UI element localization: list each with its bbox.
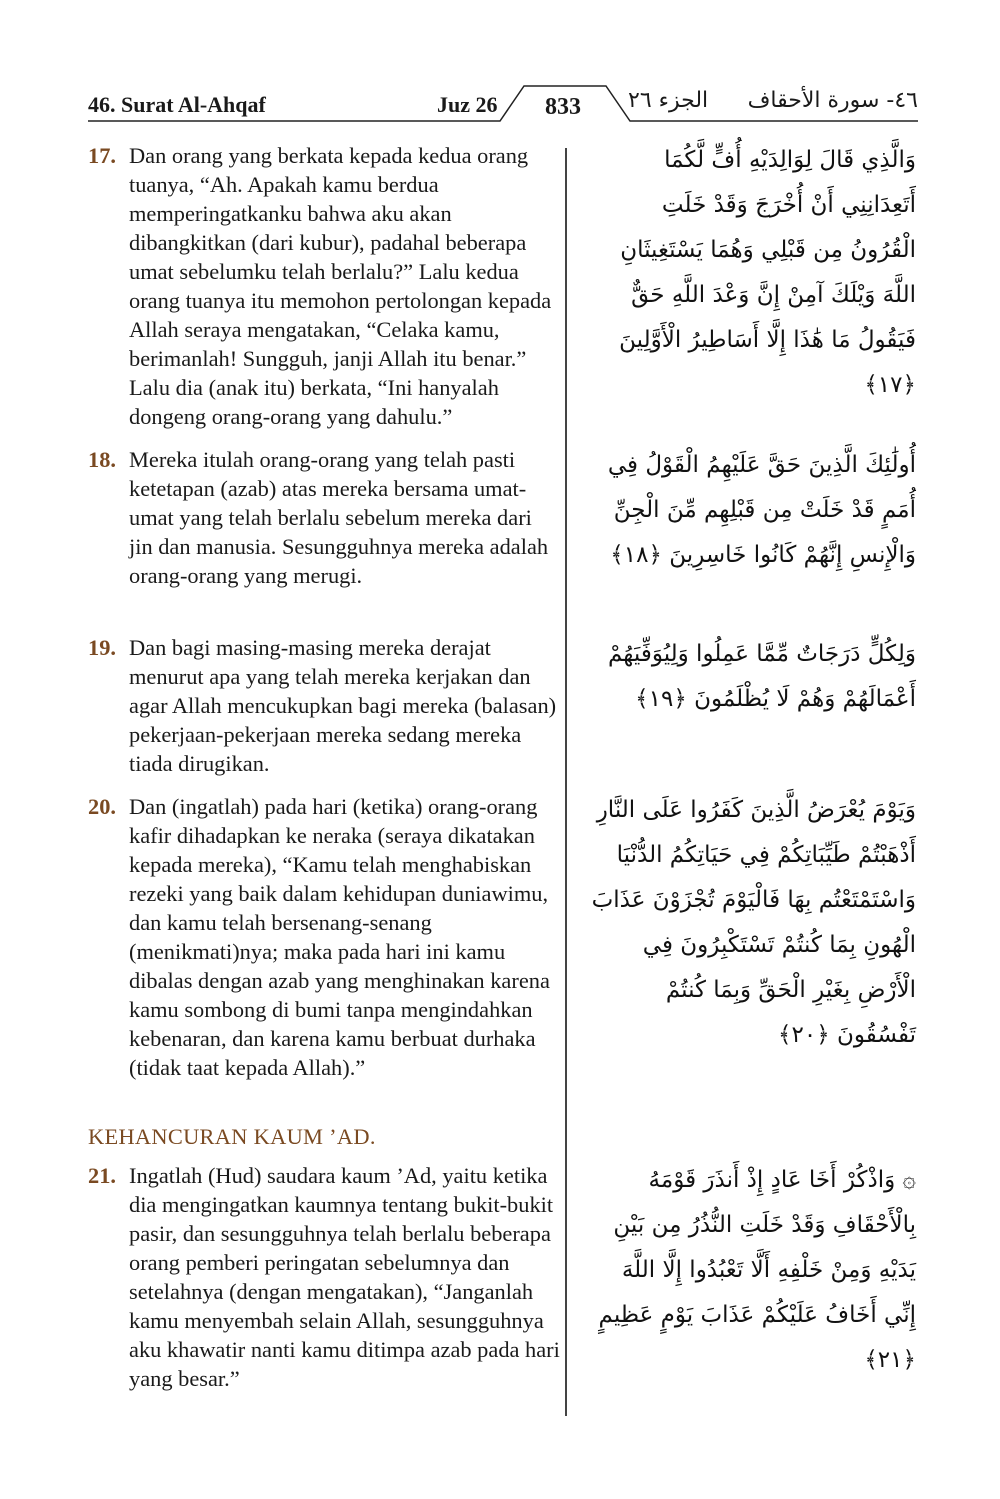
verse-text: Dan orang yang berkata kepada kedua orang tuanya, “Ah. Apakah kamu berdua memperingatkanku bahwa aku akan dibangkitkan (dari kubur), padahal beberapa umat sebelumku telah berlalu?” Lalu kedua orang tuanya itu memohon pertolongan kepada Allah seraya mengatakan, “Celaka kamu, berimanlah! Sungguh, janji Allah itu benar.” Lalu dia (anak itu) berkata, “Ini hanyalah dongeng orang-orang yang dahulu.” [129,143,552,429]
juz-label-arabic: الجزء ٢٦ [628,88,709,113]
page-number: 833 [545,94,581,120]
verse-number: 21. [88,1163,116,1188]
verse-number: 18. [88,447,116,472]
juz-label-latin: Juz 26 [437,92,498,117]
verse-number: 20. [88,794,116,819]
verse-21-arabic: ۞ وَاذْكُرْ أَخَا عَادٍ إِذْ أَنذَرَ قَوْمَهُ بِالْأَحْقَافِ وَقَدْ خَلَتِ النُّذُرُ مِن بَيْنِ يَدَيْهِ وَمِنْ خَلْفِهِ أَلَّا تَعْبُدُوا إِلَّا اللَّهَ إِنِّي أَخَافُ عَلَيْكُمْ عَذَابَ يَوْمٍ عَظِيمٍ ﴿٢١﴾ [598,1167,916,1373]
verse-number: 17. [88,143,116,168]
verse-text: Dan (ingatlah) pada hari (ketika) orang-orang kafir dihadapkan ke neraka (seraya dikatakan kepada mereka), “Kamu telah menghabiskan rezeki yang baik dalam kehidupan duniawimu, dan kamu telah bersenang-senang (menikmati)nya; maka pada hari ini kamu dibalas dengan azab yang menghinakan karena kamu sombong di bumi tanpa mengindahkan kebenaran, dan karena kamu berbuat durhaka (tidak taat kepada Allah).” [129,794,550,1080]
page-header [0,0,1000,130]
verse-18-arabic: أُولَٰئِكَ الَّذِينَ حَقَّ عَلَيْهِمُ الْقَوْلُ فِي أُمَمٍ قَدْ خَلَتْ مِن قَبْلِهِم مِّنَ الْجِنِّ وَالْإِنسِ إِنَّهُمْ كَانُوا خَاسِرِينَ ﴿١٨﴾ [607,452,916,568]
verse-text: Ingatlah (Hud) saudara kaum ’Ad, yaitu ketika dia mengingatkan kaumnya tentang bukit-bukit pasir, dan sesungguhnya telah berlalu beberapa orang pemberi peringatan sebelumnya dan setelahnya (dengan mengatakan), “Janganlah kamu menyembah selain Allah, sesungguhnya aku khawatir nanti kamu ditimpa azab pada hari yang besar.” [129,1163,560,1391]
verse-17-arabic: وَالَّذِي قَالَ لِوَالِدَيْهِ أُفٍّ لَّكُمَا أَتَعِدَانِنِي أَنْ أُخْرَجَ وَقَدْ خَلَتِ الْقُرُونُ مِن قَبْلِي وَهُمَا يَسْتَغِيثَانِ اللَّهَ وَيْلَكَ آمِنْ إِنَّ وَعْدَ اللَّهِ حَقٌّ فَيَقُولُ مَا هَٰذَا إِلَّا أَسَاطِيرُ الْأَوَّلِينَ ﴿١٧﴾ [619,147,916,398]
section-heading: KEHANCURAN KAUM ’AD. [88,1124,376,1149]
column-divider [565,148,567,1416]
surah-title-latin: 46. Surat Al-Ahqaf [88,92,266,117]
verse-text: Dan bagi masing-masing mereka derajat menurut apa yang telah mereka kerjakan dan agar Allah mencukupkan bagi mereka (balasan) pekerjaan-pekerjaan mereka sedang mereka tiada dirugikan. [129,635,557,776]
verse-18-translation [88,445,560,590]
verse-21-translation [88,1161,560,1393]
verse-19-translation [88,633,560,778]
verse-20-arabic: وَيَوْمَ يُعْرَضُ الَّذِينَ كَفَرُوا عَلَى النَّارِ أَذْهَبْتُمْ طَيِّبَاتِكُمْ فِي حَيَاتِكُمُ الدُّنْيَا وَاسْتَمْتَعْتُم بِهَا فَالْيَوْمَ تُجْزَوْنَ عَذَابَ الْهُونِ بِمَا كُنتُمْ تَسْتَكْبِرُونَ فِي الْأَرْضِ بِغَيْرِ الْحَقِّ وَبِمَا كُنتُمْ تَفْسُقُونَ ﴿٢٠﴾ [591,797,916,1048]
verse-17-translation [88,141,560,431]
verse-number: 19. [88,635,116,660]
verse-19-arabic: وَلِكُلٍّ دَرَجَاتٌ مِّمَّا عَمِلُوا وَلِيُوَفِّيَهُمْ أَعْمَالَهُمْ وَهُمْ لَا يُظْلَمُونَ ﴿١٩﴾ [607,641,916,712]
surah-title-arabic: ٤٦- سورة الأحقاف [747,88,918,113]
verse-text: Mereka itulah orang-orang yang telah pasti ketetapan (azab) atas mereka bersama umat-umat yang telah berlalu sebelum mereka dari jin dan manusia. Sesungguhnya mereka adalah orang-orang yang merugi. [129,447,549,588]
verse-20-translation [88,792,560,1082]
